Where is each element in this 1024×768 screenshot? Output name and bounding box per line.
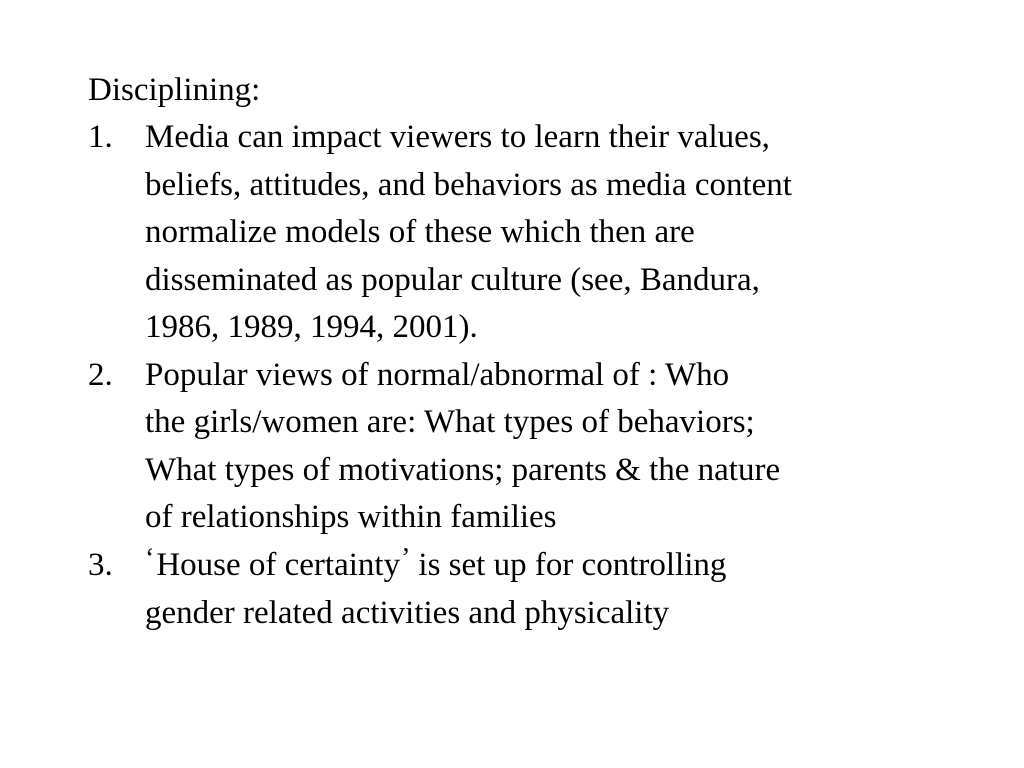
quoted-phrase: House of certainty (156, 546, 401, 583)
list-number: 1. (88, 119, 113, 155)
list-item-line (145, 542, 988, 591)
list-item-line: the girls/women are: What types of behaviors; (145, 404, 755, 440)
close-quote: ’ (401, 542, 411, 574)
list-item-line: normalize models of these which then are (145, 214, 695, 250)
list-item-3 (88, 542, 988, 638)
list-item-2 (88, 352, 988, 542)
list-item-line: What types of motivations; parents & the nature (145, 451, 781, 488)
list-item-line: Media can impact viewers to learn their values, (145, 119, 770, 155)
list-item-line: disseminated as popular culture (see, Bandura, (145, 261, 760, 298)
list-item-line: of relationships within families (145, 499, 557, 535)
slide-content (88, 66, 988, 638)
list-item-1 (88, 114, 988, 352)
open-quote: ‘ (145, 542, 155, 574)
list-number: 3. (88, 546, 113, 583)
list-item-text: is set up for controlling (418, 546, 727, 583)
slide-heading: Disciplining: (88, 72, 261, 108)
list-item-line: beliefs, attitudes, and behaviors as media content (145, 166, 792, 203)
list-item-line: 1986, 1989, 1994, 2001). (145, 309, 478, 345)
list-number: 2. (88, 356, 113, 393)
list-item-line: Popular views of normal/abnormal of : Who (145, 356, 730, 393)
list-item-line: gender related activities and physicality (145, 595, 670, 631)
